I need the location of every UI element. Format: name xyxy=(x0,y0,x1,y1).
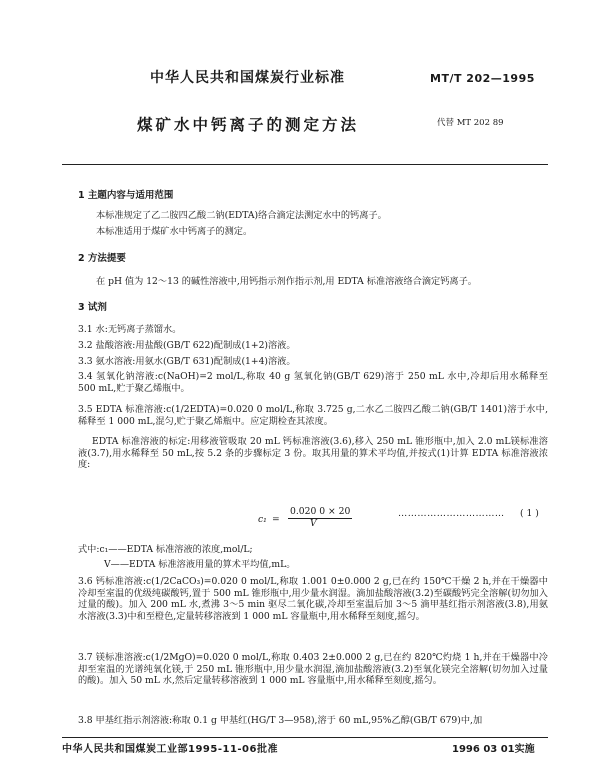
approval-note: 中华人民共和国煤炭工业部1995-11-06批准 xyxy=(62,744,278,755)
formula-number: ( 1 ) xyxy=(520,508,539,519)
section-heading-3: 3 试剂 xyxy=(78,302,107,313)
section-heading-2: 2 方法提要 xyxy=(78,253,126,264)
reagent-3-7: 3.7 镁标准溶液:c(1/2MgO)=0.020 0 mol/L,称取 0.403 2±0.000 2 g,已在约 820℃灼烧 1 h,并在干燥器中冷却至室温的光谱纯氧化镁,于 250 mL 锥形瓶中,用少量水润湿,滴加盐酸溶液(3.2)至氧化镁完全溶解(切勿加入过量的酸)。加入 50 mL 水,然后定量转移溶液到 1 000 mL 容量瓶中,用水稀释至刻度,摇匀。 xyxy=(78,652,548,686)
paragraph-applicability: 本标准适用于煤矿水中钙离子的测定。 xyxy=(96,226,253,237)
edta-calibration: EDTA 标准溶液的标定:用移液管吸取 20 mL 钙标准溶液(3.6),移入 250 mL 锥形瓶中,加入 2.0 mL镁标准溶液(3.7),用水稀释至 50 mL,按 5.2 条的步骤标定 3 份。取其用量的算术平均值,并按式(1)计算 EDTA 标准溶液浓度: xyxy=(78,436,548,470)
paragraph-method-summary: 在 pH 值为 12～13 的碱性溶液中,用钙指示剂作指示剂,用 EDTA 标准溶液络合滴定钙离子。 xyxy=(96,276,477,287)
header-rule xyxy=(62,164,548,165)
formula-lhs: c₁ xyxy=(258,514,267,525)
issuing-organization: 中华人民共和国煤炭行业标准 xyxy=(150,70,345,86)
reagent-3-2: 3.2 盐酸溶液:用盐酸(GB/T 622)配制成(1+2)溶液。 xyxy=(78,340,296,351)
formula-numerator: 0.020 0 × 20 xyxy=(290,506,351,517)
reagent-3-6: 3.6 钙标准溶液:c(1/2CaCO₃)=0.020 0 mol/L,称取 1.001 0±0.000 2 g,已在约 150℃干燥 2 h,并在干燥器中冷却至室温的优级纯碳酸钙,置于 500 mL 锥形瓶中,用少量水润湿。滴加盐酸溶液(3.2)至碳酸钙完全溶解(切勿加入过量的酸)。加入 200 mL 水,煮沸 3～5 min 驱尽二氧化碳,冷却至室温后加 3～5 滴甲基红指示剂溶液(3.8),用氨水溶液(3.3)中和至橙色,定量转移溶液到 1 000 mL 容量瓶中,用水稀释至刻度,摇匀。 xyxy=(78,576,548,622)
paragraph-scope: 本标准规定了乙二胺四乙酸二钠(EDTA)络合滴定法测定水中的钙离子。 xyxy=(96,210,387,221)
formula-equals: = xyxy=(272,514,280,525)
formula-leader-dots: …………………………… xyxy=(398,508,505,519)
reagent-3-3: 3.3 氨水溶液:用氨水(GB/T 631)配制成(1+4)溶液。 xyxy=(78,356,296,367)
formula-1 xyxy=(258,506,368,532)
formula-legend-v: V——EDTA 标准溶液用量的算术平均值,mL。 xyxy=(104,559,296,570)
reagent-3-1: 3.1 水:无钙离子蒸馏水。 xyxy=(78,324,182,335)
document-title: 煤矿水中钙离子的测定方法 xyxy=(137,116,360,134)
standard-code: MT/T 202—1995 xyxy=(430,72,535,85)
formula-denominator: V xyxy=(310,518,317,529)
effective-date: 1996 03 01实施 xyxy=(452,744,535,755)
reagent-3-8: 3.8 甲基红指示剂溶液:称取 0.1 g 甲基红(HG/T 3—958),溶于 60 mL,95%乙醇(GB/T 679)中,加 xyxy=(78,715,483,726)
section-heading-1: 1 主题内容与适用范围 xyxy=(78,190,174,201)
formula-legend-c1: 式中:c₁——EDTA 标准溶液的浓度,mol/L; xyxy=(78,544,253,555)
reagent-3-4: 3.4 氢氧化钠溶液:c(NaOH)=2 mol/L,称取 40 g 氢氧化钠(GB/T 629)溶于 250 mL 水中,冷却后用水稀释至 500 mL,贮于聚乙烯瓶中。 xyxy=(78,371,548,394)
footer-rule xyxy=(62,737,548,738)
replaces-note: 代替 MT 202 89 xyxy=(437,118,504,128)
reagent-3-5: 3.5 EDTA 标准溶液:c(1/2EDTA)=0.020 0 mol/L,称取 3.725 g,二水乙二胺四乙酸二钠(GB/T 1401)溶于水中,稀释至 1 000 mL,混匀,贮于聚乙烯瓶中。应定期检查其浓度。 xyxy=(78,404,548,427)
